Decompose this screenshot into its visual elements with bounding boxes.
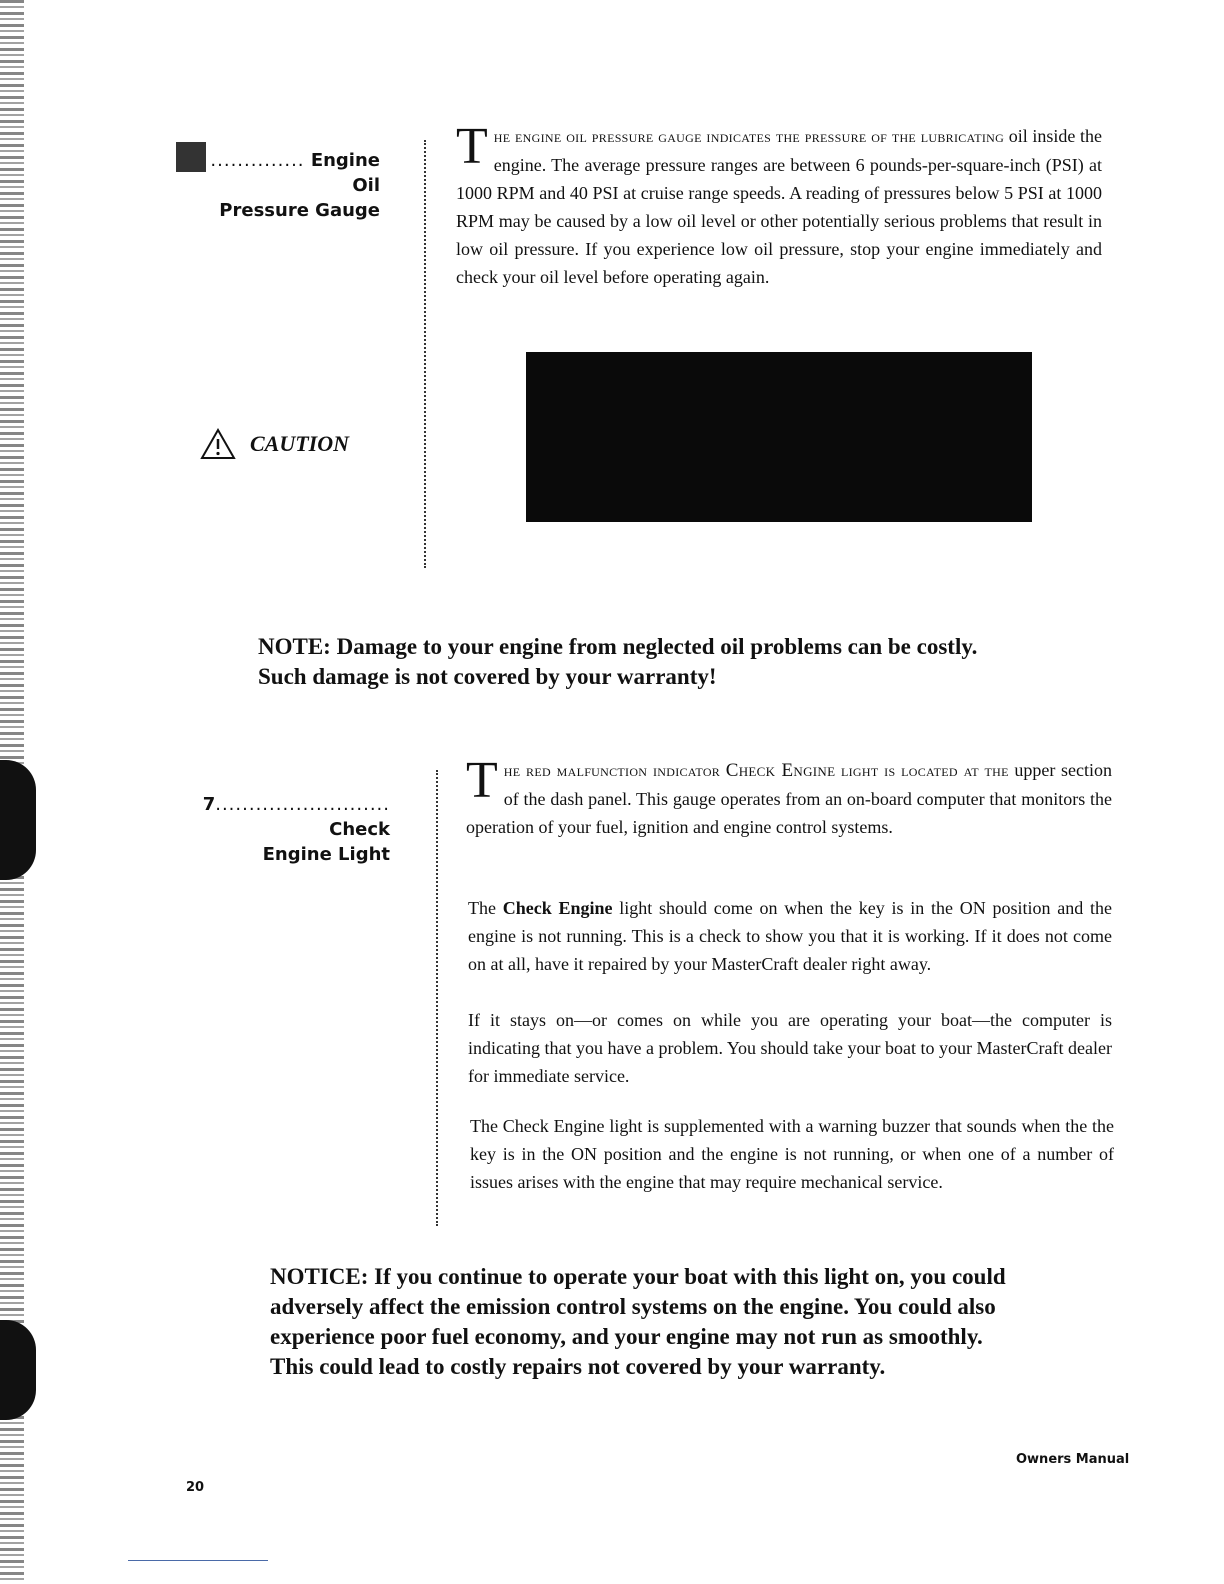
check-engine-paragraph-4: The Check Engine light is supplemented with a warning buzzer that sounds when the the key is in the ON position and the engine is not running, or when one of a number of issues arises with the engine that may require mechanical service. xyxy=(470,1116,1114,1192)
section-heading-check-engine: 7.......................... Check Engine Light xyxy=(202,794,390,865)
note-warranty: NOTE: Damage to your engine from neglected oil problems can be costly. Such damage is not covered by your warranty! xyxy=(258,634,978,689)
caution-label: CAUTION xyxy=(200,428,349,460)
page-tab-mark xyxy=(0,760,36,880)
bottom-rule xyxy=(128,1560,268,1561)
oil-pressure-paragraph: The engine oil pressure gauge indicates the pressure of the lubricating oil inside the engine. The average pressure ranges are between 6 pounds-per-square-inch (PSI) at 1000 RPM and 40 PSI at cruise range speeds. A reading of pressures below 5 PSI at 1000 RPM may be caused by a low oil level or other potentially serious problems that result in low oil pressure. If you experience low oil pressure, stop your engine immediately and check your oil level before operating again. xyxy=(456,118,1102,287)
redacted-caution-box xyxy=(526,352,1032,522)
column-divider xyxy=(424,140,426,568)
section-marker-icon xyxy=(176,142,206,172)
page-number: 20 xyxy=(186,1480,205,1495)
footer-manual-title: Owners Manual xyxy=(1016,1452,1130,1467)
check-engine-intro-paragraph: The red malfunction indicator Check Engine light is located at the upper section of the dash panel. This gauge operates from an on-board computer that monitors the operation of your fuel, ignition and engine control systems. xyxy=(466,752,1112,837)
check-engine-paragraph-2: The Check Engine light should come on when the key is in the ON position and the engine is not running. This is a check to show you that it is working. If it does not come on at all, have it repaired by your MasterCraft dealer right away. xyxy=(468,898,1112,974)
page-tab-mark xyxy=(0,1320,36,1420)
column-divider xyxy=(436,770,438,1226)
warning-triangle-icon xyxy=(200,428,236,460)
check-engine-paragraph-3: If it stays on—or comes on while you are operating your boat—the computer is indicating that you have a problem. You should take your boat to your MasterCraft dealer for immediate service. xyxy=(468,1010,1112,1086)
section-heading-oil-pressure: .............. Engine Oil Pressure Gauge xyxy=(160,142,380,223)
notice-emissions: NOTICE: If you continue to operate your boat with this light on, you could adversely affect the emission control systems on the engine. You could also experience poor fuel economy, and your engine may not run as smoothly. This could lead to costly repairs not covered by your warranty. xyxy=(270,1264,1006,1379)
